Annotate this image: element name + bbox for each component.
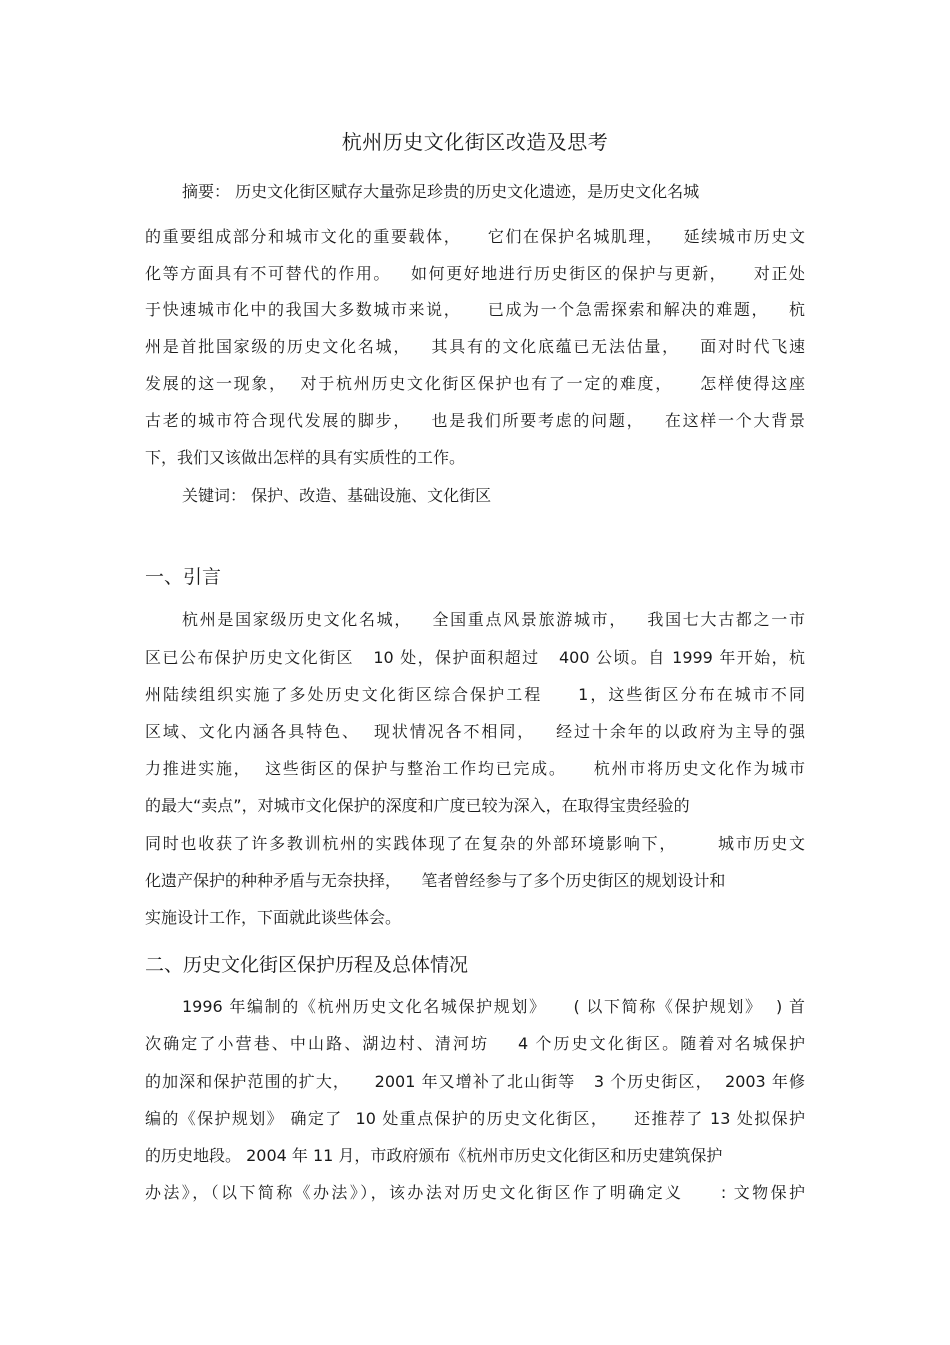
document-title: 杭州历史文化街区改造及思考 [341,130,609,154]
section-heading-intro: 一、引言 [145,566,222,588]
body-line: 办法》，（以下简称《办法》），该办法对历史文化街区作了明确定义 : 文物保护 [145,1183,805,1202]
abstract-line: 化等方面具有不可替代的作用。 如何更好地进行历史街区的保护与更新， 对正处 [145,264,805,283]
abstract-line: 州是首批国家级的历史文化名城， 其具有的文化底蕴已无法估量， 面对时代飞速 [145,337,805,356]
body-line: 的最大“卖点”，对城市文化保护的深度和广度已较为深入，在取得宝贵经验的 [145,796,690,815]
abstract-line: 下，我们又该做出怎样的具有实质性的工作。 [145,448,466,467]
body-line: 化遗产保护的种种矛盾与无奈抉择， 笔者曾经参与了多个历史街区的规划设计和 [145,871,726,890]
body-line: 杭州是国家级历史文化名城， 全国重点风景旅游城市， 我国七大古都之一市 [182,610,805,629]
abstract-line: 古老的城市符合现代发展的脚步， 也是我们所要考虑的问题， 在这样一个大背景 [145,411,805,430]
body-line: 区已公布保护历史文化街区 10 处，保护面积超过 400 公顷。自 1999 年开始，杭 [145,648,805,667]
body-line: 实施设计工作，下面就此谈些体会。 [145,908,402,927]
body-line: 次确定了小营巷、中山路、湖边村、清河坊 4 个历史文化街区。随着对名城保护 [145,1034,805,1053]
body-line: 的加深和保护范围的扩大， 2001 年又增补了北山街等 3 个历史街区， 2003 年修 [145,1072,805,1091]
body-line: 力推进实施， 这些街区的保护与整治工作均已完成。 杭州市将历史文化作为城市 [145,759,805,778]
body-line: 同时也收获了许多教训杭州的实践体现了在复杂的外部环境影响下， 城市历史文 [145,834,805,853]
abstract-line: 发展的这一现象， 对于杭州历史文化街区保护也有了一定的难度， 怎样使得这座 [145,374,805,393]
abstract-line: 的重要组成部分和城市文化的重要载体， 它们在保护名城肌理， 延续城市历史文 [145,227,805,246]
body-line: 的历史地段。 2004 年 11 月，市政府颁布《杭州市历史文化街区和历史建筑保护 [145,1146,723,1165]
body-line: 编的《保护规划》 确定了 10 处重点保护的历史文化街区， 还推荐了 13 处拟保护 [145,1109,805,1128]
body-line: 区域、文化内涵各具特色、 现状情况各不相同， 经过十余年的以政府为主导的强 [145,722,805,741]
abstract-line: 摘要： 历史文化街区赋存大量弥足珍贵的历史文化遗迹，是历史文化名城 [182,182,700,201]
body-line: 1996 年编制的《杭州历史文化名城保护规划》 ( 以下简称《保护规划》 ) 首 [182,997,805,1016]
body-line: 州陆续组织实施了多处历史文化街区综合保护工程 1，这些街区分布在城市不同 [145,685,805,704]
abstract-line: 于快速城市化中的我国大多数城市来说， 已成为一个急需探索和解决的难题， 杭 [145,300,805,319]
keywords: 关键词： 保护、改造、基础设施、文化街区 [182,486,492,505]
section-heading-history: 二、历史文化街区保护历程及总体情况 [145,954,469,976]
